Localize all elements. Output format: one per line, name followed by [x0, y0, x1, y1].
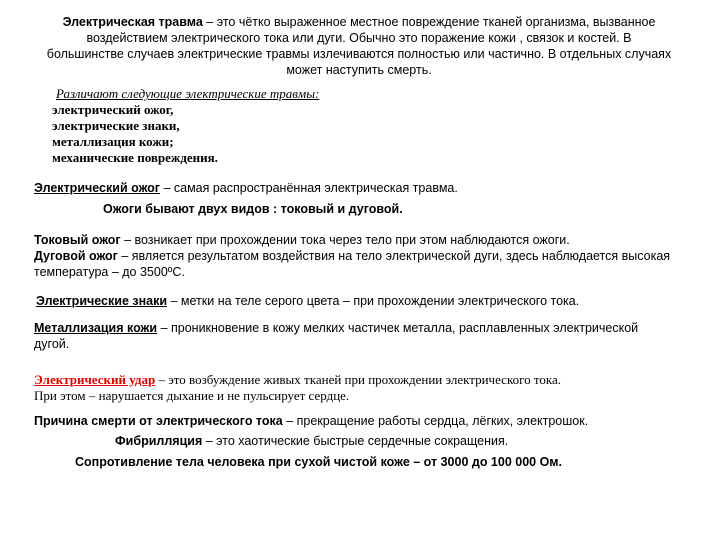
shock-line-1 — [34, 372, 704, 388]
arc-burn-rest: – является результатом воздействия на тело электрической дуги, здесь наблюдается высокая — [117, 249, 671, 263]
burn-term: Электрический ожог — [34, 181, 160, 195]
fibrillation-term: Фибрилляция — [115, 434, 203, 448]
burn-rest: – самая распространённая электрическая травма. — [159, 181, 458, 195]
types-item: электрические знаки, — [52, 118, 180, 133]
arc-burn-term: Дуговой ожог — [34, 249, 118, 263]
signs-rest: – метки на теле серого цвета – при прохождении электрического тока. — [167, 294, 580, 308]
types-section — [52, 86, 472, 166]
fibrillation-definition — [115, 433, 675, 449]
intro-term: Электрическая травма — [62, 15, 203, 29]
arc-burn-line — [34, 248, 704, 264]
shock-rest: – это возбуждение живых тканей при прохождении электрического тока. — [155, 372, 562, 387]
metallization-term: Металлизация кожи — [34, 321, 158, 335]
intro-line-2: воздействием электрического тока или дуги. Обычно это поражение кожи , связок и костей. В — [86, 31, 632, 45]
types-item: электрический ожог, — [52, 102, 174, 117]
current-burn-line — [34, 232, 704, 248]
intro-line-3: большинстве случаев электрические травмы излечиваются полностью или частично. В отдельных случаях — [46, 47, 672, 61]
burn-kinds: Ожоги бывают двух видов : токовый и дуговой. — [103, 202, 403, 216]
body-resistance: Сопротивление тела человека при сухой чистой коже – от 3000 до 100 000 Ом. — [75, 455, 563, 469]
metallization-rest: – проникновение в кожу мелких частичек металла, расплавленных электрической — [157, 321, 639, 335]
signs-term: Электрические знаки — [36, 294, 168, 308]
death-term: Причина смерти от электрического тока — [34, 414, 283, 428]
intro-line1-rest: – это чётко выраженное местное повреждение тканей организма, вызванное — [202, 15, 656, 29]
metallization-line-2: дугой. — [34, 337, 70, 351]
intro-paragraph — [24, 14, 694, 78]
metallization-definition — [34, 320, 704, 352]
intro-line-4: может наступить смерть. — [286, 63, 432, 77]
current-burn-term: Токовый ожог — [34, 233, 121, 247]
death-rest: – прекращение работы сердца, лёгких, электрошок. — [282, 414, 589, 428]
burn-kinds-detail — [34, 232, 704, 280]
shock-term: Электрический удар — [34, 372, 156, 387]
intro-line-1 — [24, 14, 694, 30]
types-item: металлизация кожи; — [52, 134, 174, 149]
arc-burn-line-2: температура – до 3500ºС. — [34, 265, 185, 279]
types-item: механические повреждения. — [52, 150, 218, 165]
current-burn-rest: – возникает при прохождении тока через тело при этом наблюдаются ожоги. — [120, 233, 570, 247]
fibrillation-rest: – это хаотические быстрые сердечные сокращения. — [202, 434, 509, 448]
signs-definition — [36, 293, 696, 309]
metallization-line-1 — [34, 320, 704, 336]
death-cause — [34, 413, 704, 429]
shock-line-2: При этом – нарушается дыхание и не пульсирует сердце. — [34, 388, 350, 403]
shock-definition — [34, 372, 704, 404]
types-heading: Различают следующие электрические травмы: — [56, 86, 320, 101]
burn-definition — [34, 180, 694, 196]
